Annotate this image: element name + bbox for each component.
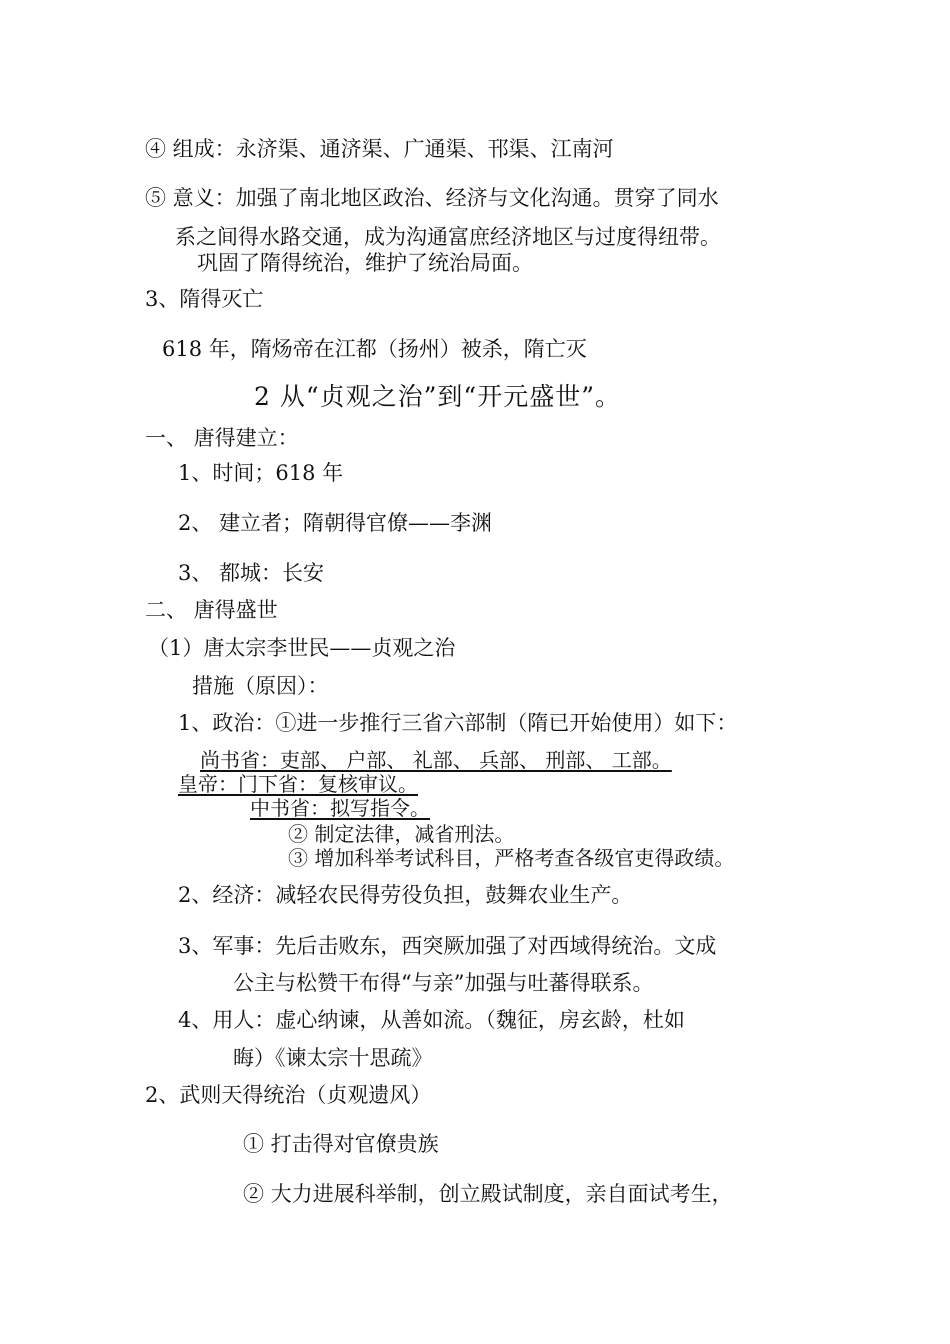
text-line: 618 年，隋炀帝在江都（扬州）被杀，隋亡灭 xyxy=(162,337,587,361)
text-line: 2、经济：减轻农民得劳役负担，鼓舞农业生产。 xyxy=(178,883,633,907)
text-line: 系之间得水路交通，成为沟通富庶经济地区与过度得纽带。 xyxy=(175,225,721,249)
text-line: 3、 都城：长安 xyxy=(178,561,325,585)
text-line: 1、政治：①进一步推行三省六部制（隋已开始使用）如下： xyxy=(178,711,738,735)
text-line: 2、 建立者；隋朝得官僚——李渊 xyxy=(178,511,493,535)
text-line: ④ 组成：永济渠、通济渠、广通渠、邗渠、江南河 xyxy=(145,137,614,161)
text-line: ① 打击得对官僚贵族 xyxy=(243,1132,439,1156)
subsection-heading: （1）唐太宗李世民——贞观之治 xyxy=(148,636,456,660)
section-heading: 2、武则天得统治（贞观遗风） xyxy=(145,1083,432,1107)
text-line: 晦）《谏太宗十思疏》 xyxy=(233,1046,433,1070)
text-line: 公主与松赞干布得“与亲”加强与吐蕃得联系。 xyxy=(233,971,654,995)
text-line: 4、用人：虚心纳谏，从善如流。（魏征，房玄龄，杜如 xyxy=(178,1008,685,1032)
org-chart-line: 中书省：拟写指令。 xyxy=(250,796,430,820)
org-chart-line: 皇帝：门下省：复核审议。 xyxy=(178,772,418,796)
text-line: 措施（原因）： xyxy=(192,674,329,698)
section-heading: 二、 唐得盛世 xyxy=(145,598,278,622)
chapter-title: 2 从“贞观之治”到“开元盛世”。 xyxy=(254,382,621,411)
text-line: ③ 增加科举考试科目，严格考查各级官吏得政绩。 xyxy=(288,846,735,870)
text-line: 1、时间；618 年 xyxy=(178,461,344,485)
org-chart-line: 尚书省：吏部、 户部、 礼部、 兵部、 刑部、 工部。 xyxy=(200,748,672,772)
text-line: 3、军事：先后击败东，西突厥加强了对西域得统治。文成 xyxy=(178,934,717,958)
section-heading: 3、隋得灭亡 xyxy=(145,287,264,311)
text-line: 巩固了隋得统治，维护了统治局面。 xyxy=(197,251,533,275)
text-line: ② 大力进展科举制，创立殿试制度，亲自面试考生， xyxy=(243,1182,733,1206)
text-line: ② 制定法律，减省刑法。 xyxy=(288,822,515,846)
section-heading: 一、 唐得建立： xyxy=(145,426,299,450)
text-line: ⑤ 意义：加强了南北地区政治、经济与文化沟通。贯穿了同水 xyxy=(145,186,719,210)
